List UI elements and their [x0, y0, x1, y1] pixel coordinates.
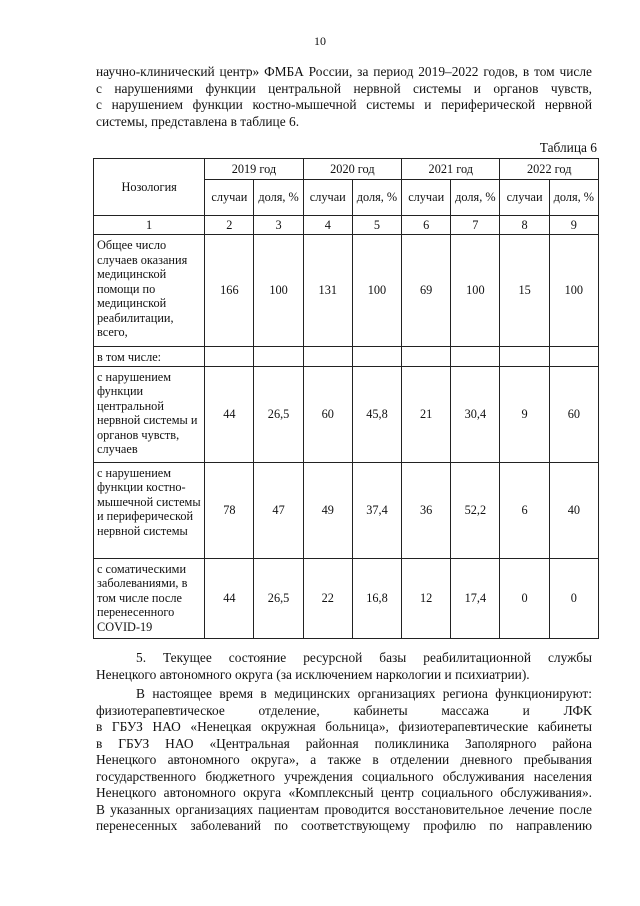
column-number-row [94, 216, 599, 235]
column-number: 9 [549, 216, 598, 235]
text-line: В указанных организациях пациентам проводится восстановительное лечение после [96, 801, 592, 817]
page-number: 10 [314, 34, 326, 48]
cell-value: 47 [254, 462, 303, 558]
nosology-table [93, 158, 599, 639]
row-label: с нарушением функции центральной нервной системы и органов чувств, случаев [94, 366, 205, 462]
year-header: 2019 год [205, 159, 303, 180]
cell-value: 131 [303, 235, 352, 347]
header-row-years [94, 159, 599, 180]
text-line: с нарушением функции костно-мышечной системы и периферической нервной [96, 97, 592, 112]
cell-value: 78 [205, 462, 254, 558]
share-header: доля, % [352, 180, 401, 216]
nosology-header: Нозология [94, 159, 205, 216]
table-row [94, 347, 599, 367]
column-number: 3 [254, 216, 303, 235]
cell-value: 100 [254, 235, 303, 347]
year-header: 2022 год [500, 159, 599, 180]
cell-value: 22 [303, 558, 352, 638]
cell-value: 37,4 [352, 462, 401, 558]
cell-value: 16,8 [352, 558, 401, 638]
cell-value: 60 [303, 366, 352, 462]
column-number: 6 [402, 216, 451, 235]
cell-value [303, 347, 352, 367]
row-label: с нарушением функции костно-мышечной системы и периферической нервной системы [94, 462, 205, 558]
cell-value [500, 347, 549, 367]
cell-value: 6 [500, 462, 549, 558]
share-header: доля, % [451, 180, 500, 216]
column-number: 1 [94, 216, 205, 235]
text-line: физиотерапевтическое отделение, кабинеты массажа и ЛФК [96, 702, 592, 718]
year-header: 2020 год [303, 159, 401, 180]
cell-value: 166 [205, 235, 254, 347]
cell-value: 0 [500, 558, 549, 638]
cell-value: 17,4 [451, 558, 500, 638]
cell-value: 52,2 [451, 462, 500, 558]
table-row [94, 462, 599, 558]
cases-header: случаи [402, 180, 451, 216]
cell-value: 40 [549, 462, 598, 558]
year-header: 2021 год [402, 159, 500, 180]
text-line: в ГБУЗ НАО «Центральная районная поликлиника Заполярного района [96, 735, 592, 751]
cell-value: 9 [500, 366, 549, 462]
row-label: в том числе: [94, 347, 205, 367]
cases-header: случаи [205, 180, 254, 216]
cell-value [549, 347, 598, 367]
cell-value: 21 [402, 366, 451, 462]
text-line: В настоящее время в медицинских организациях региона функционируют: [136, 686, 592, 701]
cases-header: случаи [500, 180, 549, 216]
column-number: 4 [303, 216, 352, 235]
column-number: 5 [352, 216, 401, 235]
table-row [94, 366, 599, 462]
table-row [94, 558, 599, 638]
text-line: Ненецкого автономного округа «Комплексный центр социального обслуживания». [96, 785, 592, 800]
row-label: с соматическими заболеваниями, в том числе после перенесенного COVID-19 [94, 558, 205, 638]
text-line: 5. Текущее состояние ресурсной базы реабилитационной службы [136, 650, 592, 665]
text-line: в ГБУЗ НАО «Ненецкая окружная больница», физиотерапевтические кабинеты [96, 719, 592, 734]
text-line: научно-клинический центр» ФМБА России, за период 2019–2022 годов, в том числе [96, 64, 592, 79]
cell-value: 26,5 [254, 558, 303, 638]
cell-value: 100 [451, 235, 500, 347]
section-5-heading [96, 650, 592, 683]
intro-paragraph [96, 64, 592, 130]
cell-value: 30,4 [451, 366, 500, 462]
column-number: 2 [205, 216, 254, 235]
cell-value: 44 [205, 366, 254, 462]
cell-value [451, 347, 500, 367]
column-number: 7 [451, 216, 500, 235]
text-line: государственного бюджетного учреждения социального обслуживания населения [96, 768, 592, 784]
text-line: с нарушениями функции центральной нервной системы и органов чувств, [96, 80, 592, 96]
table-row [94, 235, 599, 347]
cell-value: 26,5 [254, 366, 303, 462]
column-number: 8 [500, 216, 549, 235]
cell-value: 15 [500, 235, 549, 347]
text-line: системы, представлена в таблице 6. [96, 113, 300, 129]
cell-value [205, 347, 254, 367]
cell-value: 45,8 [352, 366, 401, 462]
cell-value [402, 347, 451, 367]
share-header: доля, % [549, 180, 598, 216]
table-caption: Таблица 6 [539, 140, 597, 155]
cell-value: 69 [402, 235, 451, 347]
text-line: Ненецкого автономного округа (за исключением наркологии и психиатрии). [96, 666, 530, 682]
cell-value [254, 347, 303, 367]
cell-value: 60 [549, 366, 598, 462]
cell-value: 0 [549, 558, 598, 638]
cell-value: 44 [205, 558, 254, 638]
body-paragraph [96, 686, 592, 835]
cell-value: 100 [549, 235, 598, 347]
text-line: Ненецкого автономного округа», а также в отделении дневного пребывания [96, 752, 592, 767]
share-header: доля, % [254, 180, 303, 216]
row-label: Общее число случаев оказания медицинской помощи по медицинской реабилитации, всего, [94, 235, 205, 347]
text-line: перенесенных заболеваний по соответствующему профилю по направлению [96, 818, 592, 833]
cell-value: 36 [402, 462, 451, 558]
cell-value: 100 [352, 235, 401, 347]
cell-value [352, 347, 401, 367]
cell-value: 49 [303, 462, 352, 558]
cell-value: 12 [402, 558, 451, 638]
cases-header: случаи [303, 180, 352, 216]
